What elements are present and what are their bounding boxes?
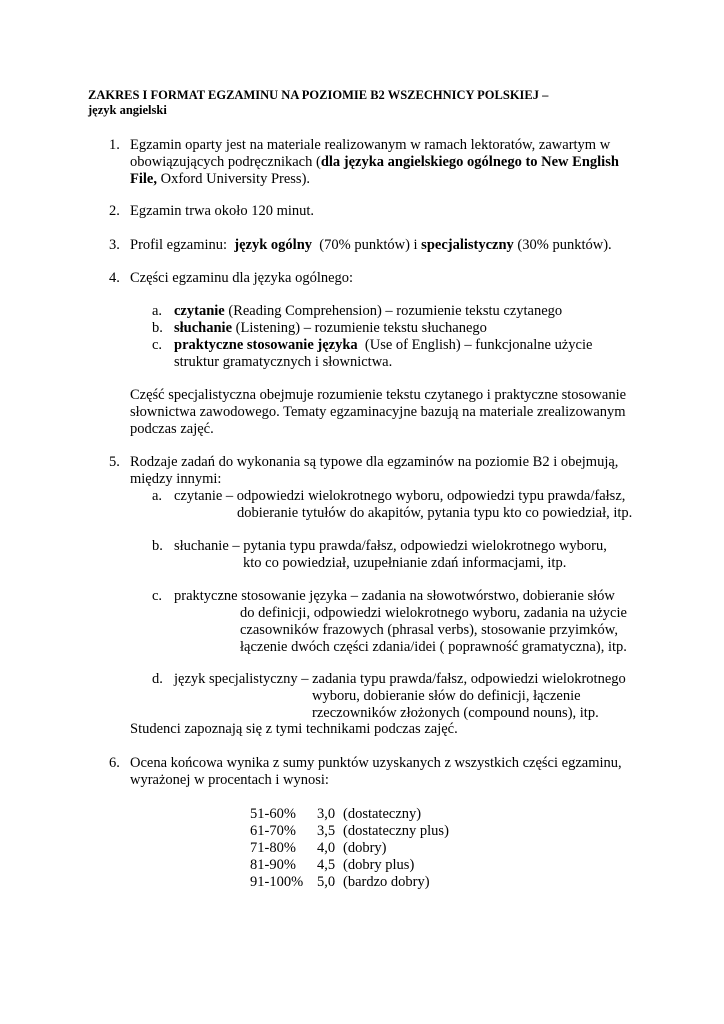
item-4-text: Części egzaminu dla języka ogólnego: [130, 270, 354, 286]
item-5-c-line-3: czasowników frazowych (phrasal verbs), stosowanie przyimków, [240, 622, 618, 638]
item-5-c-line-4: łączenie dwóch części zdania/idei ( poprawność gramatyczna), itp. [240, 639, 627, 655]
grade-label: (dobry) [343, 840, 387, 856]
item-4-sub-c: praktyczne stosowanie języka (Use of English) – funkcjonalne użycie [174, 337, 593, 353]
item-5-d-line-3: rzeczowników złożonych (compound nouns), itp. [312, 705, 599, 721]
item-5-b-line-2: kto co powiedział, uzupełnianie zdań informacjami, itp. [243, 555, 567, 571]
item-5-a-letter: a. [152, 488, 163, 504]
item-5-d-line-2: wyboru, dobieranie słów do definicji, łączenie [312, 688, 581, 704]
item-6-line-1: Ocena końcowa wynika z sumy punktów uzyskanych z wszystkich części egzaminu, [130, 755, 622, 771]
item-4-number: 4. [109, 270, 120, 286]
item-4-sub-c-letter: c. [152, 337, 163, 353]
item-4-note-line-1: Część specjalistyczna obejmuje rozumienie tekstu czytanego i praktyczne stosowanie [130, 387, 627, 403]
item-5-a-line-2: dobieranie tytułów do akapitów, pytania typu kto co powiedział, itp. [237, 505, 633, 521]
item-5-c-line-2: do definicji, odpowiedzi wielokrotnego wyboru, zadania na użycie [240, 605, 627, 621]
item-5-c-letter: c. [152, 588, 163, 604]
grade-value: 4,0 [317, 840, 336, 856]
item-3-text: Profil egzaminu: język ogólny (70% punktów) i specjalistyczny (30% punktów). [130, 237, 612, 253]
grade-value: 3,5 [317, 823, 336, 839]
document-title: ZAKRES I FORMAT EGZAMINU NA POZIOMIE B2 WSZECHNICY POLSKIEJ – [88, 88, 549, 102]
item-5-b-letter: b. [152, 538, 163, 554]
grade-label: (dobry plus) [343, 857, 415, 873]
grade-label: (dostateczny) [343, 806, 422, 822]
item-3-number: 3. [109, 237, 120, 253]
item-4-sub-a: czytanie (Reading Comprehension) – rozumienie tekstu czytanego [174, 303, 563, 319]
grade-range: 71-80% [250, 840, 296, 856]
grade-range: 61-70% [250, 823, 296, 839]
grade-label: (dostateczny plus) [343, 823, 449, 839]
item-4-sub-b-letter: b. [152, 320, 163, 336]
item-4-sub-b: słuchanie (Listening) – rozumienie tekstu słuchanego [174, 320, 487, 336]
grade-value: 3,0 [317, 806, 336, 822]
item-5-d-letter: d. [152, 671, 163, 687]
item-2-text: Egzamin trwa około 120 minut. [130, 203, 315, 219]
item-4-sub-c-cont: struktur gramatycznych i słownictwa. [174, 354, 393, 370]
grade-range: 81-90% [250, 857, 296, 873]
document-subtitle: język angielski [88, 103, 167, 117]
grade-range: 91-100% [250, 874, 304, 890]
item-5-d-line-1: język specjalistyczny – zadania typu prawda/fałsz, odpowiedzi wielokrotnego [174, 671, 626, 687]
grade-value: 5,0 [317, 874, 336, 890]
item-4-note-line-2: słownictwa zawodowego. Tematy egzaminacyjne bazują na materiale zrealizowanym [130, 404, 626, 420]
grade-value: 4,5 [317, 857, 336, 873]
item-1-line-2: obowiązujących podręcznikach (dla języka angielskiego ogólnego to New English [130, 154, 619, 170]
item-5-closing: Studenci zapoznają się z tymi technikami podczas zajęć. [130, 721, 458, 737]
item-1-line-3: File, Oxford University Press). [130, 171, 311, 187]
item-1-line-1: Egzamin oparty jest na materiale realizowanym w ramach lektoratów, zawartym w [130, 137, 611, 153]
item-5-line-2: między innymi: [130, 471, 222, 487]
item-2-number: 2. [109, 203, 120, 219]
item-6-line-2: wyrażonej w procentach i wynosi: [130, 772, 329, 788]
item-5-a-line-1: czytanie – odpowiedzi wielokrotnego wyboru, odpowiedzi typu prawda/fałsz, [174, 488, 626, 504]
item-6-number: 6. [109, 755, 120, 771]
item-4-note-line-3: podczas zajęć. [130, 421, 214, 437]
item-1-number: 1. [109, 137, 120, 153]
item-5-line-1: Rodzaje zadań do wykonania są typowe dla egzaminów na poziomie B2 i obejmują, [130, 454, 619, 470]
item-5-b-line-1: słuchanie – pytania typu prawda/fałsz, odpowiedzi wielokrotnego wyboru, [174, 538, 607, 554]
item-5-c-line-1: praktyczne stosowanie języka – zadania na słowotwórstwo, dobieranie słów [174, 588, 615, 604]
grade-range: 51-60% [250, 806, 296, 822]
item-4-sub-a-letter: a. [152, 303, 163, 319]
item-5-number: 5. [109, 454, 120, 470]
grade-label: (bardzo dobry) [343, 874, 430, 890]
